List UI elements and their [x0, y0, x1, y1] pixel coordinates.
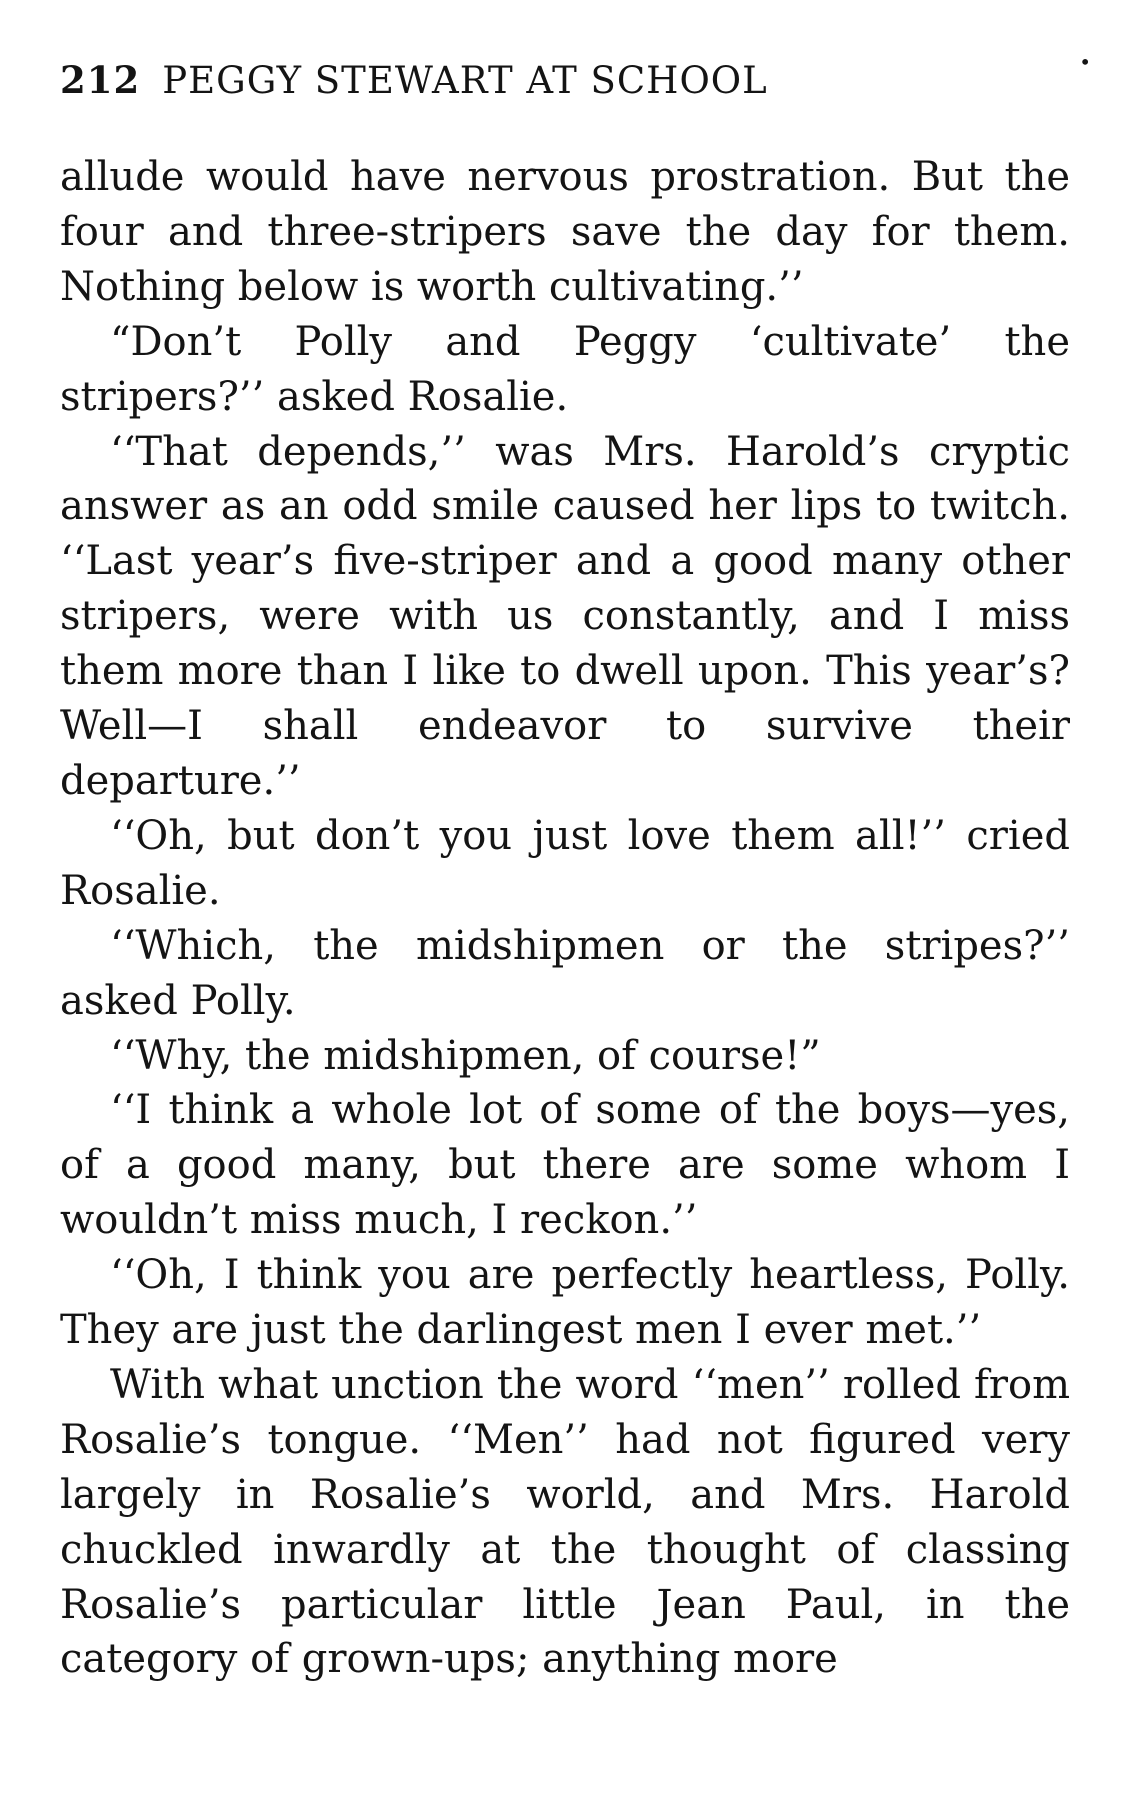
paragraph: ‘‘Why, the midshipmen, of course!”: [110, 1032, 821, 1079]
paragraph: “Don’t Polly and Peggy ‘cultivate’ the stripers?’’ asked Rosalie.: [60, 318, 1070, 420]
stray-mark: •: [1079, 50, 1092, 74]
paragraph: ‘‘I think a whole lot of some of the boys—yes, of a good many, but there are some whom I wouldn’t miss much, I reckon.’’: [60, 1087, 1070, 1244]
paragraph: ‘‘Oh, but don’t you just love them all!’’ cried Rosalie.: [60, 812, 1070, 914]
page-header: [60, 50, 1092, 118]
paragraph: ‘‘That depends,’’ was Mrs. Harold’s cryptic answer as an odd smile caused her lips to twitch. ‘‘Last year’s five-striper and a good many other stripers, were with us constantly, and I miss them more than I like to dwell upon. This year’s? Well—I shall endeavor to survive their departure.’’: [60, 428, 1070, 804]
paragraph: ‘‘Which, the midshipmen or the stripes?’’ asked Polly.: [60, 922, 1070, 1024]
page-number: 212: [60, 58, 141, 102]
paragraph: allude would have nervous prostration. But the four and three-stripers save the day for them. Nothing below is worth cultivating.’’: [60, 154, 1070, 310]
paragraph: With what unction the word ‘‘men’’ rolled from Rosalie’s tongue. ‘‘Men’’ had not figured very largely in Rosalie’s world, and Mrs. Harold chuckled inwardly at the thought of classing Rosalie’s particular little Jean Paul, in the category of grown-ups; anything more: [60, 1361, 1070, 1683]
paragraph: ‘‘Oh, I think you are perfectly heartless, Polly. They are just the darlingest men I ever met.’’: [60, 1252, 1070, 1354]
body-text: [60, 150, 1070, 1687]
running-head: PEGGY STEWART AT SCHOOL: [162, 59, 768, 102]
